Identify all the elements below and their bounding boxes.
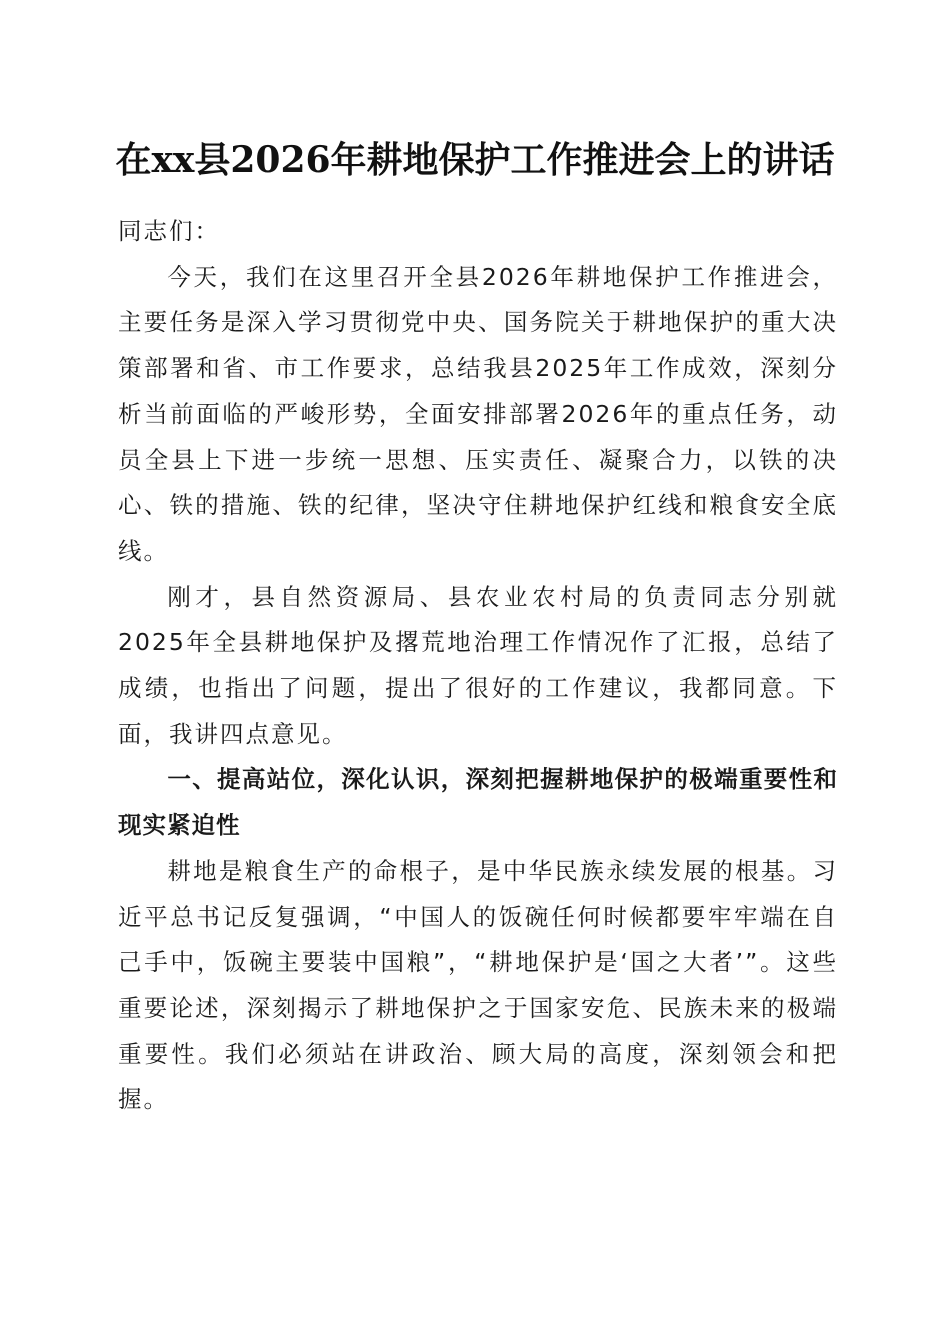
document-body: [118, 209, 838, 1123]
document-title: 在xx县2026年耕地保护工作推进会上的讲话: [115, 139, 835, 181]
section-heading-1: 一、提高站位，深化认识，深刻把握耕地保护的极端重要性和现实紧迫性: [118, 765, 838, 840]
paragraph-reports: 刚才，县自然资源局、县农业农村局的负责同志分别就2025年全县耕地保护及撂荒地治理工作情况作了汇报，总结了成绩，也指出了问题，提出了很好的工作建议，我都同意。下面，我讲四点意见。: [118, 582, 838, 748]
salutation: 同志们：: [118, 217, 220, 245]
paragraph-section-1: 耕地是粮食生产的命根子，是中华民族永续发展的根基。习近平总书记反复强调，“中国人的饭碗任何时候都要牢牢端在自己手中，饭碗主要装中国粮”，“耕地保护是‘国之大者’”。这些重要论述，深刻揭示了耕地保护之于国家安危、民族未来的极端重要性。我们必须站在讲政治、顾大局的高度，深刻领会和把握。: [118, 856, 838, 1114]
paragraph-opening: 今天，我们在这里召开全县2026年耕地保护工作推进会，主要任务是深入学习贯彻党中央、国务院关于耕地保护的重大决策部署和省、市工作要求，总结我县2025年工作成效，深刻分析当前面临的严峻形势，全面安排部署2026年的重点任务，动员全县上下进一步统一思想、压实责任、凝聚合力，以铁的决心、铁的措施、铁的纪律，坚决守住耕地保护红线和粮食安全底线。: [118, 262, 838, 565]
